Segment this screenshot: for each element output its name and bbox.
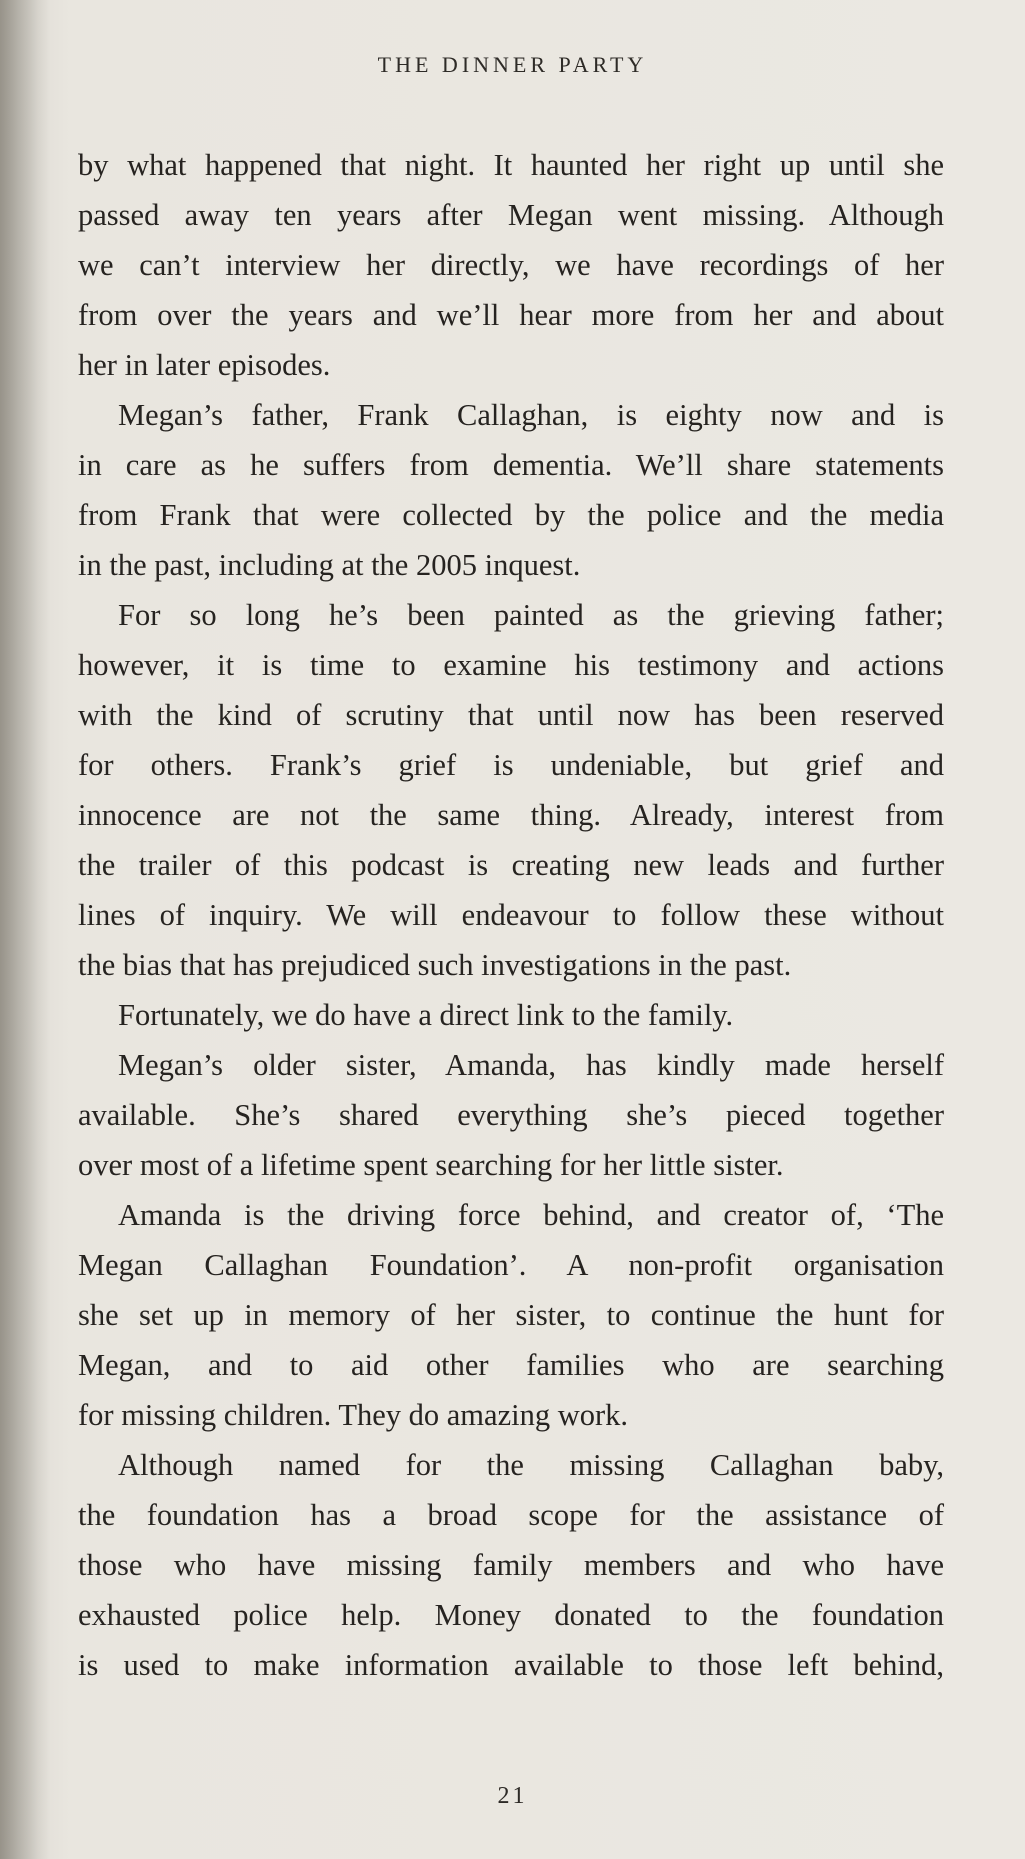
text-line: lines of inquiry. We will endeavour to follow these without [78,898,944,932]
text-line: Fortunately, we do have a direct link to the family. [118,998,734,1032]
text-line: Megan, and to aid other families who are searching [78,1348,944,1382]
text-line: however, it is time to examine his testimony and actions [78,648,944,682]
body-text [78,140,944,1690]
text-line: is used to make information available to those left behind, [78,1648,944,1682]
text-line: for missing children. They do amazing work. [78,1398,629,1432]
text-line: by what happened that night. It haunted her right up until she [78,148,944,182]
text-line: with the kind of scrutiny that until now has been reserved [78,698,944,732]
text-line: for others. Frank’s grief is undeniable, but grief and [78,748,944,782]
text-line: innocence are not the same thing. Already, interest from [78,798,944,832]
text-line: we can’t interview her directly, we have recordings of her [78,248,944,282]
text-line: the foundation has a broad scope for the assistance of [78,1498,944,1532]
text-line: available. She’s shared everything she’s pieced together [78,1098,944,1132]
gutter-shadow [0,0,50,1859]
text-line: in the past, including at the 2005 inquest. [78,548,581,582]
text-line: Amanda is the driving force behind, and creator of, ‘The [118,1198,944,1232]
text-line: in care as he suffers from dementia. We’ll share statements [78,448,944,482]
text-line: the trailer of this podcast is creating new leads and further [78,848,944,882]
text-line: Megan’s older sister, Amanda, has kindly made herself [118,1048,944,1082]
text-line: Megan’s father, Frank Callaghan, is eighty now and is [118,398,944,432]
text-line: she set up in memory of her sister, to continue the hunt for [78,1298,944,1332]
text-line: Megan Callaghan Foundation’. A non-profit organisation [78,1248,944,1282]
text-line: exhausted police help. Money donated to the foundation [78,1598,944,1632]
text-line: from over the years and we’ll hear more from her and about [78,298,944,332]
running-head: THE DINNER PARTY [377,52,648,77]
text-line: the bias that has prejudiced such investigations in the past. [78,948,792,982]
text-line: Although named for the missing Callaghan baby, [118,1448,944,1482]
page-number: 21 [497,1783,528,1809]
text-line: those who have missing family members and who have [78,1548,944,1582]
text-line: passed away ten years after Megan went missing. Although [78,198,944,232]
text-line: from Frank that were collected by the police and the media [78,498,944,532]
text-line: her in later episodes. [78,348,331,382]
text-line: over most of a lifetime spent searching for her little sister. [78,1148,784,1182]
text-line: For so long he’s been painted as the grieving father; [118,598,944,632]
